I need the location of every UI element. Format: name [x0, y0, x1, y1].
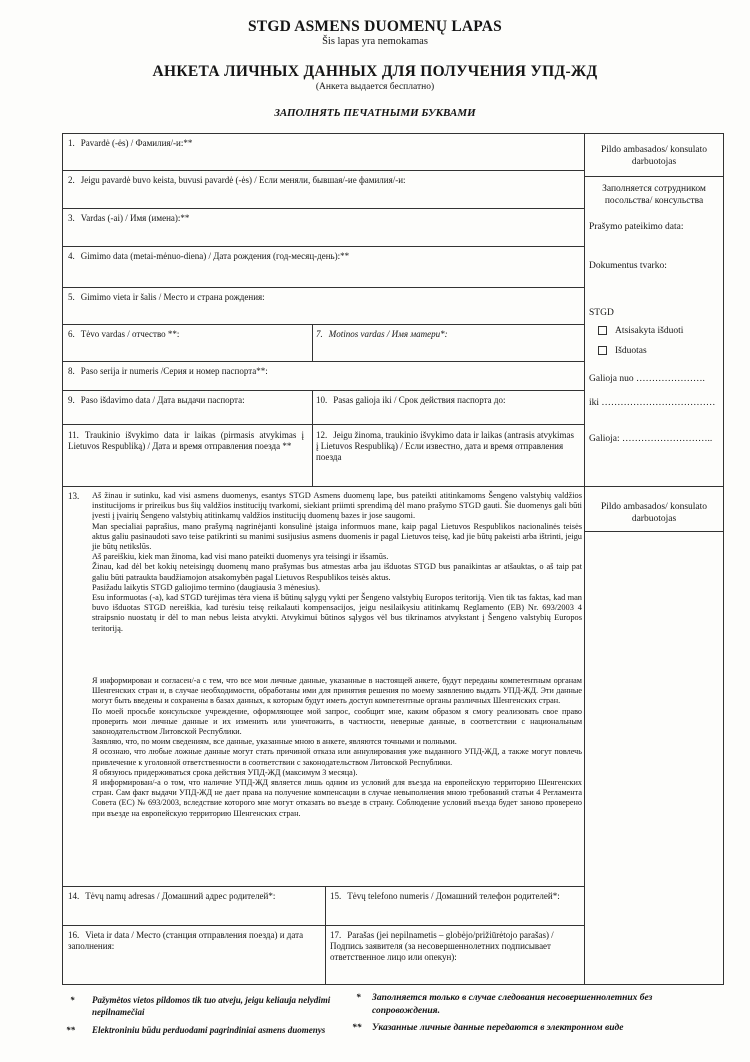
- sidebar-title: Pildo ambasados/ konsulato darbuotojas: [600, 145, 708, 167]
- declaration-ru-p2: По моей просьбе консульское учреждение, оформляющее мой запрос, сообщит мне, каким образом я смогу реализовать свое право проверить мои личные данные и их изменить или уничтожить, в частности, неверные данные, в соответствии с национальным законодательством Литовской Республики.: [92, 706, 582, 737]
- field-7-mother-name[interactable]: 7. Motinos vardas / Имя матери*:: [316, 329, 448, 339]
- field-14-parents-address[interactable]: 14. Tėvų namų adresas / Домашний адрес родителей*:: [68, 891, 276, 901]
- field-12-second-train-departure[interactable]: 12. Jeigu žinoma, traukinio išvykimo data ir laikas (antrasis atvykimas į Lietuvos Respubliką) / Если известно, дата и время отправления поезда: [316, 430, 574, 462]
- col-split: [312, 390, 313, 486]
- footnote-lt-2-mark: **: [66, 1025, 75, 1035]
- fill-instruction: ЗАПОЛНЯТЬ ПЕЧАТНЫМИ БУКВАМИ: [274, 107, 476, 119]
- footnote-ru-1-mark: *: [356, 993, 361, 1003]
- footnote-ru-1: Заполняется только в случае следования несовершеннолетних без сопровождения.: [372, 993, 653, 1016]
- row-line: [62, 925, 584, 926]
- declaration-ru-p4: Я осознаю, что любые ложные данные могут стать причиной отказа или аннулирования уже выданного УПД-ЖД, а также могут повлечь привлечение к уголовной ответственности в соответствии с законодательством Литовской Республики.: [92, 747, 582, 767]
- col-split: [312, 324, 313, 361]
- field-17-signature[interactable]: 17. Parašas (jei nepilnametis – globėjo/prižiūrėtojo parašas) / Подпись заявителя (за несовершеннолетних подписывает ответственное лицо или опекун):: [330, 930, 554, 962]
- field-2-former-surname[interactable]: 2. Jeigu pavardė buvo keista, buvusi pavardė (-ės) / Если меняли, бывшая/-ие фамилия/-и:: [68, 175, 406, 185]
- declaration-lt-p5: Pasižadu laikytis STGD galiojimo termino (daugiausia 3 mėnesius).: [92, 582, 320, 592]
- subtitle-lt: Šis lapas yra nemokamas: [322, 36, 428, 47]
- title-lt: STGD ASMENS DUOMENŲ LAPAS: [247, 18, 503, 35]
- col-split: [325, 886, 326, 985]
- checkbox-icon: [598, 346, 607, 355]
- row-line: [62, 486, 724, 487]
- sidebar-bottom-underline: [584, 531, 724, 532]
- declaration-lt-p3: Aš pareiškiu, kiek man žinoma, kad visi mano pateikti duomenys yra teisingi ir išsamūs.: [92, 552, 389, 562]
- footnote-ru-2: Указанные личные данные передаются в электронном виде: [372, 1023, 624, 1033]
- declaration-ru-p6: Я информирован/-а о том, что наличие УПД-ЖД является лишь одним из условий для въезда на европейскую территорию Шенгенских стран. Сам факт выдачи УПД-ЖД не дает права на получение компенсации в случае невыполнения мною требований статьи 4 Регламента Совета (ЕС) № 693/2003, вследствие которого мне могут отказать во въезде в страну. Соблюдение условий въезда будет заново проверено при въезде на европейскую территорию Шенгенских стран.: [92, 778, 582, 818]
- subtitle-ru: (Анкета выдается бесплатно): [315, 82, 435, 92]
- field-1-surname[interactable]: 1. Pavardė (-ės) / Фамилия/-и:**: [68, 138, 193, 148]
- field-10-passport-valid-until[interactable]: 10. Pasas galioja iki / Срок действия паспорта до:: [316, 395, 506, 405]
- row-line: [62, 324, 584, 325]
- field-5-birth-place[interactable]: 5. Gimimo vieta ir šalis / Место и страна рождения:: [68, 292, 265, 302]
- field-13-number: 13.: [68, 491, 80, 501]
- row-line: [62, 287, 584, 288]
- refused-checkbox[interactable]: Atsisakyta išduoti: [598, 325, 728, 337]
- sidebar-received-date[interactable]: Prašymo pateikimo data:: [589, 222, 684, 232]
- sidebar-valid[interactable]: Galioja: ………………………..: [589, 434, 713, 444]
- declaration-lt-p6: Esu informuotas (-a), kad STGD turėjimas tėra viena iš būtinų sąlygų vykti per Šengeno valstybių Europos teritoriją. Vien tik tas faktas, kad man buvo išduotas STGD nereiškia, kad turėsiu teisę reikalauti kompensacijos, jeigu nesilaikysiu atitinkamų Reglamento (EB) Nr. 693/2003 4 straipsnio nuostatų ir dėl to man nebus leista atvykti. Atvykimui būtinos sąlygos vėl bus tikrinamos atvykstant į Šengeno valstybių Europos teritoriją.: [92, 593, 582, 633]
- sidebar-valid-until[interactable]: iki ………………………………: [589, 398, 716, 408]
- row-line: [62, 361, 584, 362]
- field-4-birth-date[interactable]: 4. Gimimo data (metai-mėnuo-diena) / Дата рождения (год-месяц-день):**: [68, 251, 350, 261]
- footnote-lt-2: Elektroniniu būdu perduodami pagrindiniai asmens duomenys: [92, 1025, 326, 1035]
- field-16-place-date[interactable]: 16. Vieta ir data / Место (станция отправления поезда) и дата заполнения:: [68, 930, 304, 951]
- row-line: [62, 424, 584, 425]
- declaration-lt-p4: Žinau, kad dėl bet kokių neteisingų duomenų mano prašymas bus atmestas arba jau išduotas STGD bus panaikintas ar atšauktas, o aš taip pat galiu būti patraukta baudžiamojon atsakomybėn pagal Lietuvos Respublikos teisės aktus.: [92, 562, 582, 582]
- issued-checkbox[interactable]: Išduotas: [598, 345, 728, 357]
- row-line: [62, 886, 584, 887]
- declaration-lt-p2: Man specialiai paprašius, mano prašymą nagrinėjanti konsulinė įstaiga informuos mane, kaip pagal Lietuvos Respublikos nacionalinės teisės aktus galiu pasinaudoti savo teise patikrinti su manimi susijusius asmens duomenis ir pagal Lietuvos teisę, kad jie būtų pakeisti arba ištrinti, jeigu jie būtų netikslūs.: [92, 521, 582, 552]
- declaration-ru-p3: Заявляю, что, по моим сведениям, все данные, указанные мною в анкете, являются точными и полными.: [92, 737, 457, 747]
- declaration-lt: [92, 491, 582, 634]
- checkbox-icon: [598, 326, 607, 335]
- declaration-ru-p5: Я обязуюсь придерживаться срока действия УПД-ЖД (максимум 3 месяца).: [92, 767, 358, 777]
- sidebar-divider: [584, 133, 585, 985]
- row-line: [62, 390, 584, 391]
- field-11-train-departure[interactable]: 11. Traukinio išvykimo data ir laikas (pirmasis atvykimas į Lietuvos Respubliką) / Дата и время отправления поезда **: [68, 430, 304, 451]
- row-line: [62, 208, 584, 209]
- footnote-lt-1: Pažymėtos vietos pildomos tik tuo atveju, jeigu keliauja nelydimi nepilnamečiai: [92, 995, 331, 1017]
- field-6-father-name[interactable]: 6. Tėvo vardas / отчество **:: [68, 329, 180, 339]
- sidebar-docs-handler[interactable]: Dokumentus tvarko:: [589, 261, 667, 271]
- declaration-ru: [92, 676, 582, 819]
- row-line: [62, 246, 584, 247]
- title-ru: АНКЕТА ЛИЧНЫХ ДАННЫХ ДЛЯ ПОЛУЧЕНИЯ УПД-ЖД: [152, 63, 598, 80]
- sidebar-subtitle-ru: Заполняется сотрудником посольства/ консульства: [602, 184, 706, 206]
- field-9-passport-issue-date[interactable]: 9. Paso išdavimo data / Дата выдачи паспорта:: [68, 395, 245, 405]
- footnote-ru-2-mark: **: [352, 1023, 362, 1033]
- sidebar-bottom-title: Pildo ambasados/ konsulato darbuotojas: [600, 502, 708, 524]
- field-8-passport-number[interactable]: 8. Paso serija ir numeris /Серия и номер паспорта**:: [68, 366, 268, 376]
- declaration-ru-p1: Я информирован и согласен/-а с тем, что все мои личные данные, указанные в настоящей анкете, будут переданы компетентным органам Шенгенских стран и, в случае необходимости, обработаны ими для принятия решения по моему заявлению выдать УПД-ЖД. Эти данные могут быть введены и сохранены в базах данных, к которым будут иметь доступ компетентные органы различных Шенгенских стран.: [92, 676, 582, 706]
- field-15-parents-phone[interactable]: 15. Tėvų telefono numeris / Домашний телефон родителей*:: [330, 891, 560, 901]
- sidebar-valid-from[interactable]: Galioja nuo ………………….: [589, 374, 705, 384]
- declaration-lt-p1: Aš žinau ir sutinku, kad visi asmens duomenys, esantys STGD Asmens duomenų lape, bus pateikti atitinkamoms Šengeno valstybių valdžios institucijoms ir prireikus bus šių valdžios institucijų tvarkomi, siekiant priimti sprendimą dėl mano prašymo STGD gauti. Šie duomenys gali būti įvesti į įvairių Šengeno valstybių atitinkamų valdžios institucijų duomenų bazes ir jose saugomi.: [92, 491, 582, 521]
- sidebar-title-underline: [584, 176, 724, 177]
- footnote-lt-1-mark: *: [70, 995, 75, 1005]
- sidebar-stgd: STGD: [589, 308, 614, 318]
- field-3-name[interactable]: 3. Vardas (-ai) / Имя (имена):**: [68, 213, 190, 223]
- row-line: [62, 170, 584, 171]
